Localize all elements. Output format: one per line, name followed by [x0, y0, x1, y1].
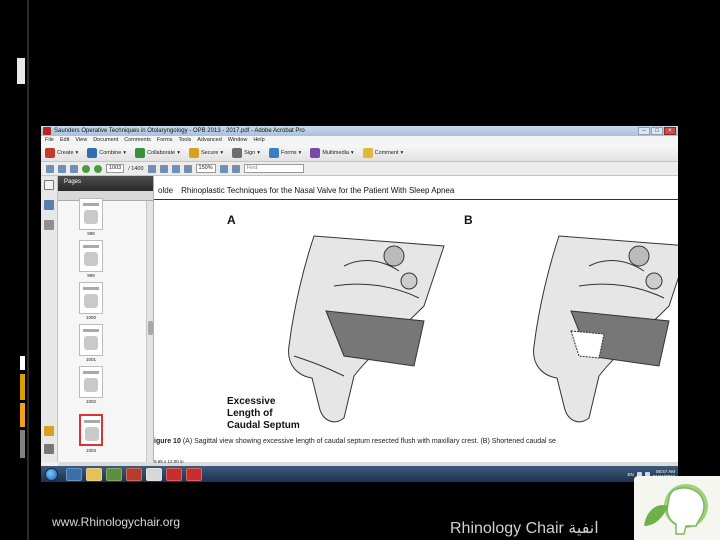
pages-panel-header	[58, 176, 154, 191]
pages-icon[interactable]	[44, 180, 54, 190]
slide-left-rule	[27, 0, 29, 540]
page-thumbnail[interactable]	[79, 366, 103, 398]
collaborate-icon	[135, 148, 145, 158]
find-input[interactable]: Find	[244, 164, 304, 173]
main-toolbar	[41, 145, 678, 162]
collaborate-button[interactable]: Collaborate ▾	[135, 148, 180, 158]
brand-footer: Rhinology Chair انفية	[450, 520, 599, 537]
taskbar-app-m-icon[interactable]	[166, 468, 182, 481]
pages-scrollbar[interactable]	[146, 201, 153, 462]
figure-panel-b-label: B	[464, 213, 473, 227]
taskbar-explorer-icon[interactable]	[86, 468, 102, 481]
taskbar-ie-icon[interactable]	[66, 468, 82, 481]
taskbar-pdf-icon[interactable]	[146, 468, 162, 481]
page-thumbnail-label: 999	[87, 273, 95, 278]
hand-tool-icon[interactable]	[148, 165, 156, 173]
navigation-toolbar	[41, 162, 678, 176]
menu-document[interactable]: Document	[93, 137, 119, 143]
page-total: / 1400	[128, 165, 144, 172]
close-button[interactable]: ×	[664, 127, 676, 135]
document-page[interactable]	[154, 176, 678, 462]
start-button[interactable]	[45, 468, 58, 481]
page-running-header	[154, 182, 678, 200]
combine-icon	[87, 148, 97, 158]
illustration-panel-a	[289, 236, 444, 422]
running-author: olde	[158, 186, 174, 195]
window-controls	[638, 126, 676, 136]
figure-caption-label: igure 10	[154, 438, 181, 445]
select-tool-icon[interactable]	[160, 165, 168, 173]
acrobat-window	[41, 126, 678, 482]
figure-panel-a-label: A	[227, 213, 236, 227]
lock-icon	[189, 148, 199, 158]
page-thumbnail-label: 1000	[85, 315, 96, 320]
combine-button[interactable]: Combine ▾	[87, 148, 126, 158]
annotation-length-of: Length of	[227, 408, 273, 419]
multimedia-button[interactable]: Multimedia ▾	[310, 148, 353, 158]
comment-icon	[363, 148, 373, 158]
running-title: Rhinoplastic Techniques for the Nasal Valve for the Patient With Sleep Apnea	[181, 186, 455, 195]
forms-icon	[269, 148, 279, 158]
page-thumbnail-selected[interactable]	[79, 414, 103, 446]
previous-page-icon[interactable]	[82, 165, 90, 173]
save-icon[interactable]	[70, 165, 78, 173]
taskbar-app-m2-icon[interactable]	[186, 468, 202, 481]
attachments-icon[interactable]	[44, 444, 54, 454]
create-icon	[45, 148, 55, 158]
bookmarks-icon[interactable]	[44, 200, 54, 210]
zoom-in-icon[interactable]	[184, 165, 192, 173]
taskbar-acrobat-icon[interactable]	[126, 468, 142, 481]
page-size-readout: 9.65 x 12.00 in	[154, 459, 184, 464]
menu-bar	[41, 136, 678, 145]
next-page-icon[interactable]	[94, 165, 102, 173]
menu-forms[interactable]: Forms	[156, 137, 173, 143]
film-icon	[310, 148, 320, 158]
taskbar-media-icon[interactable]	[106, 468, 122, 481]
create-button[interactable]: Create ▾	[45, 148, 78, 158]
zoom-out-icon[interactable]	[172, 165, 180, 173]
accent-bar-gray	[20, 430, 25, 458]
print-icon[interactable]	[46, 165, 54, 173]
illustration-panel-b	[534, 236, 678, 422]
page-number-input[interactable]: 1003	[106, 164, 124, 173]
menu-help[interactable]: Help	[253, 137, 265, 143]
page-thumbnail[interactable]	[79, 324, 103, 356]
rhinology-chair-logo	[634, 476, 720, 540]
pages-panel-options[interactable]	[58, 191, 154, 201]
maximize-button[interactable]: □	[651, 127, 663, 135]
minimize-button[interactable]: –	[638, 127, 650, 135]
menu-comments[interactable]: Comments	[124, 137, 151, 143]
title-bar	[41, 126, 678, 136]
pages-panel	[58, 176, 154, 462]
page-thumbnail-label: 1001	[85, 357, 96, 362]
menu-view[interactable]: View	[75, 137, 88, 143]
acrobat-icon	[43, 127, 51, 135]
page-thumbnail[interactable]	[79, 282, 103, 314]
pages-panel-title: Pages	[64, 179, 82, 185]
slide-title-bullet	[17, 58, 25, 84]
menu-tools[interactable]: Tools	[178, 137, 192, 143]
email-icon[interactable]	[58, 165, 66, 173]
signatures-icon[interactable]	[44, 220, 54, 230]
accent-bar-orange	[20, 403, 25, 427]
menu-file[interactable]: File	[45, 137, 54, 143]
accent-bar-gold	[20, 374, 25, 400]
comment-button[interactable]: Comment ▾	[363, 148, 404, 158]
figure-caption	[154, 438, 678, 445]
page-thumbnail-label: 1003	[85, 448, 96, 453]
website-footer: www.Rhinologychair.org	[52, 515, 181, 529]
fit-page-icon[interactable]	[220, 165, 228, 173]
annotation-excessive: Excessive	[227, 396, 276, 407]
language-indicator[interactable]: EN	[627, 471, 634, 477]
annotation-caudal-septum: Caudal Septum	[227, 420, 300, 431]
page-thumbnail-label: 1002	[85, 399, 96, 404]
accent-bar-white	[20, 356, 25, 370]
forms-button[interactable]: Forms ▾	[269, 148, 301, 158]
sign-button[interactable]: Sign ▾	[232, 148, 260, 158]
pages-scrollbar-thumb[interactable]	[148, 321, 153, 335]
zoom-select[interactable]: 150%	[196, 164, 216, 173]
clock-time: 06:57 AM	[655, 469, 675, 474]
navigation-pane-strip	[41, 176, 58, 462]
comments-icon[interactable]	[44, 426, 54, 436]
page-thumbnail[interactable]	[79, 240, 103, 272]
windows-taskbar	[41, 466, 678, 482]
head-leaf-logo-icon	[634, 476, 720, 540]
menu-edit[interactable]: Edit	[59, 137, 70, 143]
pen-icon	[232, 148, 242, 158]
figure-caption-text: (A) Sagittal view showing excessive length of caudal septum resected flush with maxillary crest. (B) Shortened caudal se	[182, 438, 556, 445]
menu-advanced[interactable]: Advanced	[197, 137, 222, 143]
page-thumbnail[interactable]	[79, 198, 103, 230]
page-thumbnail-label: 998	[87, 231, 95, 236]
menu-window[interactable]: Window	[227, 137, 248, 143]
secure-button[interactable]: Secure ▾	[189, 148, 223, 158]
fit-width-icon[interactable]	[232, 165, 240, 173]
window-title: Saunders Operative Techniques in Otolaryngology - OPB 2013 - 2017.pdf - Adobe Acrobat Pro	[54, 128, 305, 134]
